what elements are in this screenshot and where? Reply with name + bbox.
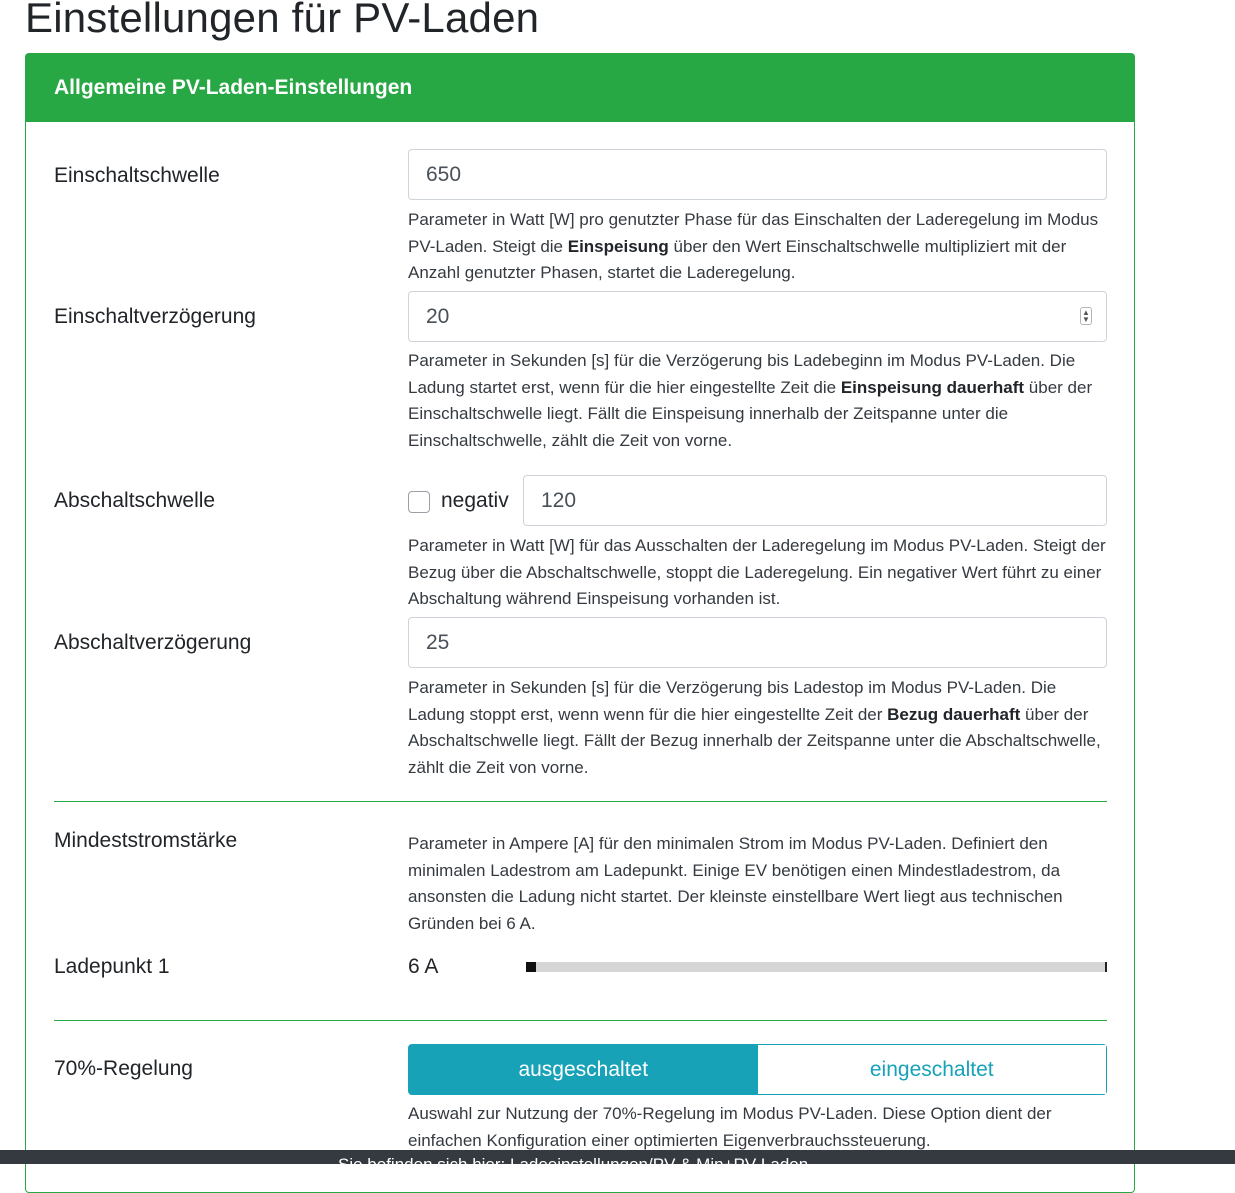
toggle-option-off[interactable]: ausgeschaltet [409, 1045, 758, 1094]
ladepunkt-slider[interactable] [526, 962, 1107, 972]
abschaltverzoegerung-label: Abschaltverzögerung [54, 631, 252, 654]
einschaltverzoegerung-label: Einschaltverzögerung [54, 305, 256, 328]
abschaltverzoegerung-input[interactable]: 25 [408, 617, 1107, 668]
einschaltschwelle-label: Einschaltschwelle [54, 164, 220, 187]
einschaltverzoegerung-input[interactable] [408, 291, 1107, 342]
negativ-checkbox[interactable] [408, 491, 430, 513]
abschaltverzoegerung-help: Parameter in Sekunden [s] für die Verzögerung bis Ladestop im Modus PV-Laden. Die Ladung stoppt erst, wenn wenn für die hier eingestellte Zeit der Bezug dauerhaft über der Abschaltschwelle liegt. Fällt der Bezug innerhalb der Zeitspanne unter die Abschaltschwelle, zählt die Zeit von vorne. [408, 678, 1101, 777]
footer-bar [0, 1150, 1235, 1174]
abschaltschwelle-label: Abschaltschwelle [54, 489, 216, 512]
footer-breadcrumb: Sie befinden sich hier: Ladeeinstellungen/PV & Min+PV-Laden [338, 1155, 809, 1174]
pv-settings-card [25, 53, 1135, 1193]
spin-up-down-icon[interactable]: ▲ ▼ [1080, 307, 1092, 325]
regelung70-label: 70%-Regelung [54, 1057, 193, 1080]
regelung70-help: Auswahl zur Nutzung der 70%-Regelung im Modus PV-Laden. Diese Option dient der einfachen Konfiguration einer optimierten Eigenverbrauchssteuerung. [408, 1104, 1052, 1150]
page-title: Einstellungen für PV-Laden [25, 0, 540, 41]
negativ-checkbox-label[interactable]: negativ [441, 489, 509, 512]
toggle-option-on[interactable]: eingeschaltet [758, 1045, 1107, 1094]
mindeststrom-help: Parameter in Ampere [A] für den minimalen Strom im Modus PV-Laden. Definiert den minimalen Ladestrom am Ladepunkt. Einige EV benötigen einen Mindestladestrom, da ansonsten die Ladung nicht startet. Der kleinste einstellbare Wert liegt aus technischen Gründen bei 6 A. [408, 834, 1063, 933]
mindeststrom-label: Mindeststromstärke [54, 829, 238, 852]
ladepunkt-value: 6 A [408, 955, 439, 978]
einschaltschwelle-help: Parameter in Watt [W] pro genutzter Phase für das Einschalten der Laderegelung im Modus PV-Laden. Steigt die Einspeisung über den Wert Einschaltschwelle multipliziert mit der Anzahl genutzter Phasen, startet die Laderegelung. [408, 210, 1099, 282]
einschaltverzoegerung-help: Parameter in Sekunden [s] für die Verzögerung bis Ladebeginn im Modus PV-Laden. Die Ladung startet erst, wenn für die hier eingestellte Zeit die Einspeisung dauerhaft über der Einschaltschwelle liegt. Fällt die Einspeisung innerhalb der Zeitspanne unter die Einschaltschwelle, zählt die Zeit von vorne. [408, 351, 1093, 450]
einschaltschwelle-input[interactable]: 650 [408, 149, 1107, 200]
regelung70-toggle[interactable] [408, 1044, 1107, 1095]
ladepunkt-label: Ladepunkt 1 [54, 955, 170, 978]
abschaltschwelle-input[interactable]: 120 [523, 475, 1107, 526]
abschaltschwelle-help: Parameter in Watt [W] für das Ausschalten der Laderegelung im Modus PV-Laden. Steigt der Bezug über die Abschaltschwelle, stoppt die Laderegelung. Ein negativer Wert führt zu einer Abschaltung während Einspeisung vorhanden ist. [408, 536, 1106, 608]
card-header: Allgemeine PV-Laden-Einstellungen [26, 54, 1134, 122]
section-divider [54, 801, 1107, 802]
slider-thumb[interactable] [526, 962, 536, 972]
section-divider [54, 1020, 1107, 1021]
einschaltverzoegerung-value: 20 [426, 305, 450, 328]
